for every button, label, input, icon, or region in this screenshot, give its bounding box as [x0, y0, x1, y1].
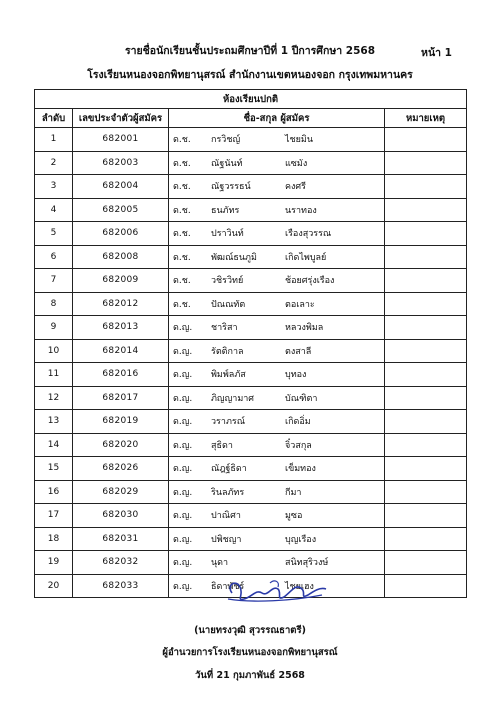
student-name-cell	[169, 316, 385, 340]
table-row	[35, 245, 467, 269]
table-row	[35, 551, 467, 575]
first-name: ปาณิศา	[211, 511, 241, 522]
first-name: ปพิชญา	[211, 534, 242, 545]
student-name-cell	[169, 175, 385, 199]
applicant-id: 682005	[73, 198, 169, 222]
first-name: กรวิชญ์	[211, 135, 241, 146]
signer-position: ผู้อำนวยการโรงเรียนหนองจอกพิทยานุสรณ์	[162, 647, 338, 658]
remark-cell	[385, 198, 467, 222]
table-row	[35, 222, 467, 246]
remark-cell	[385, 527, 467, 551]
remark-cell	[385, 480, 467, 504]
table-row	[35, 175, 467, 199]
last-name: ตงสาลี	[285, 346, 312, 357]
last-name: เกิดไพบูลย์	[285, 252, 327, 263]
remark-cell	[385, 386, 467, 410]
remark-cell	[385, 151, 467, 175]
row-number: 6	[35, 245, 73, 269]
last-name: ช้อยศรุ่งเรือง	[285, 276, 335, 287]
last-name: บุญเรือง	[285, 534, 317, 545]
signer-name: (นายทรงวุฒิ สุวรรณธาตรี)	[194, 625, 306, 636]
student-name-cell	[169, 245, 385, 269]
first-name: พัฒณ์ธนภูมิ	[211, 252, 257, 263]
applicant-id: 682029	[73, 480, 169, 504]
remark-cell	[385, 433, 467, 457]
last-name: กีมา	[285, 487, 302, 498]
row-number: 2	[35, 151, 73, 175]
row-number: 10	[35, 339, 73, 363]
school-subtitle: โรงเรียนหนองจอกพิทยานุสรณ์ สำนักงานเขตหนองจอก กรุงเทพมหานคร	[87, 69, 413, 81]
first-name: รินลภัทร	[211, 487, 245, 498]
name-prefix: ด.ช.	[173, 158, 191, 169]
table-row	[35, 128, 467, 152]
applicant-id: 682019	[73, 410, 169, 434]
table-row	[35, 410, 467, 434]
first-name: วราภรณ์	[211, 417, 246, 428]
applicant-id: 682001	[73, 128, 169, 152]
student-name-cell	[169, 363, 385, 387]
applicant-id: 682033	[73, 574, 169, 598]
student-name-cell	[169, 292, 385, 316]
first-name: สุธิดา	[211, 440, 233, 451]
row-number: 11	[35, 363, 73, 387]
remark-cell	[385, 457, 467, 481]
last-name: มูซอ	[285, 511, 303, 522]
handwritten-signature	[222, 575, 332, 609]
table-row	[35, 386, 467, 410]
student-name-cell	[169, 339, 385, 363]
remark-cell	[385, 245, 467, 269]
row-number: 4	[35, 198, 73, 222]
last-name: เข็มทอง	[285, 464, 316, 475]
column-header-no: ลำดับ	[35, 109, 73, 128]
row-number: 5	[35, 222, 73, 246]
document-title: รายชื่อนักเรียนชั้นประถมศึกษาปีที่ 1 ปีการศึกษา 2568	[124, 45, 376, 57]
remark-cell	[385, 269, 467, 293]
applicant-id: 682030	[73, 504, 169, 528]
name-prefix: ด.ญ.	[173, 440, 193, 451]
student-name-cell	[169, 410, 385, 434]
student-list-table	[34, 89, 467, 598]
remark-cell	[385, 339, 467, 363]
first-name: รัตติกาล	[211, 346, 244, 357]
student-name-cell	[169, 151, 385, 175]
first-name: ณัฎฐ์ธิดา	[211, 464, 247, 475]
row-number: 19	[35, 551, 73, 575]
first-name: นุดา	[211, 558, 229, 569]
remark-cell	[385, 574, 467, 598]
applicant-id: 682004	[73, 175, 169, 199]
name-prefix: ด.ญ.	[173, 581, 193, 592]
row-number: 17	[35, 504, 73, 528]
name-prefix: ด.ญ.	[173, 417, 193, 428]
last-name: บัณฑิตา	[285, 393, 318, 404]
row-number: 15	[35, 457, 73, 481]
table-row	[35, 269, 467, 293]
applicant-id: 682032	[73, 551, 169, 575]
table-row	[35, 151, 467, 175]
name-prefix: ด.ญ.	[173, 346, 193, 357]
name-prefix: ด.ช.	[173, 182, 191, 193]
row-number: 16	[35, 480, 73, 504]
applicant-id: 682009	[73, 269, 169, 293]
column-header-row	[35, 109, 467, 128]
applicant-id: 682031	[73, 527, 169, 551]
remark-cell	[385, 410, 467, 434]
table-row	[35, 527, 467, 551]
row-number: 18	[35, 527, 73, 551]
remark-cell	[385, 316, 467, 340]
first-name: ธนภัทร	[211, 205, 240, 216]
student-name-cell	[169, 504, 385, 528]
last-name: แซมัง	[285, 158, 308, 169]
table-row	[35, 363, 467, 387]
remark-cell	[385, 504, 467, 528]
last-name: จิ๋วสกุล	[285, 440, 312, 451]
applicant-id: 682012	[73, 292, 169, 316]
row-number: 7	[35, 269, 73, 293]
student-name-cell	[169, 386, 385, 410]
applicant-id: 682014	[73, 339, 169, 363]
student-name-cell	[169, 198, 385, 222]
student-name-cell	[169, 269, 385, 293]
last-name: สนิทสุริวงษ์	[285, 558, 329, 569]
name-prefix: ด.ช.	[173, 205, 191, 216]
student-name-cell	[169, 457, 385, 481]
table-row	[35, 433, 467, 457]
table-row	[35, 339, 467, 363]
last-name: ไชยมิน	[285, 135, 313, 146]
row-number: 12	[35, 386, 73, 410]
name-prefix: ด.ช.	[173, 135, 191, 146]
last-name: ตอเลาะ	[285, 299, 315, 310]
first-name: ณัฐวรรธน์	[211, 182, 251, 193]
first-name: ชาริสา	[211, 323, 238, 334]
last-name: หลวงพิมล	[285, 323, 324, 334]
table-row	[35, 504, 467, 528]
applicant-id: 682017	[73, 386, 169, 410]
remark-cell	[385, 222, 467, 246]
remark-cell	[385, 363, 467, 387]
page-number: หน้า 1	[421, 47, 452, 59]
first-name: ปัณณทัต	[211, 299, 246, 310]
row-number: 13	[35, 410, 73, 434]
name-prefix: ด.ช.	[173, 299, 191, 310]
name-prefix: ด.ช.	[173, 252, 191, 263]
column-header-name: ชื่อ-สกุล ผู้สมัคร	[169, 109, 385, 128]
applicant-id: 682006	[73, 222, 169, 246]
row-number: 3	[35, 175, 73, 199]
last-name: ไชยเฮง	[285, 581, 314, 592]
row-number: 8	[35, 292, 73, 316]
first-name: ณัฐนันท์	[211, 158, 243, 169]
table-row	[35, 480, 467, 504]
student-rows	[35, 128, 467, 598]
name-prefix: ด.ช.	[173, 276, 191, 287]
name-prefix: ด.ญ.	[173, 487, 193, 498]
first-name: ภิญญามาศ	[211, 393, 255, 404]
name-prefix: ด.ญ.	[173, 558, 193, 569]
table-row	[35, 292, 467, 316]
first-name: วชิรวิทย์	[211, 276, 244, 287]
applicant-id: 682026	[73, 457, 169, 481]
last-name: นราทอง	[285, 205, 317, 216]
applicant-id: 682020	[73, 433, 169, 457]
applicant-id: 682003	[73, 151, 169, 175]
name-prefix: ด.ช.	[173, 229, 191, 240]
last-name: เกิดอิ่ม	[285, 417, 311, 428]
applicant-id: 682008	[73, 245, 169, 269]
first-name: ธิดาพัชร์	[211, 581, 245, 592]
row-number: 9	[35, 316, 73, 340]
student-name-cell	[169, 527, 385, 551]
section-title-row	[35, 90, 467, 109]
name-prefix: ด.ญ.	[173, 534, 193, 545]
row-number: 20	[35, 574, 73, 598]
remark-cell	[385, 175, 467, 199]
column-header-id: เลขประจำตัวผู้สมัคร	[73, 109, 169, 128]
row-number: 1	[35, 128, 73, 152]
remark-cell	[385, 551, 467, 575]
name-prefix: ด.ญ.	[173, 393, 193, 404]
table-row	[35, 316, 467, 340]
table-row	[35, 198, 467, 222]
section-title: ห้องเรียนปกติ	[35, 90, 467, 109]
applicant-id: 682013	[73, 316, 169, 340]
remark-cell	[385, 292, 467, 316]
student-name-cell	[169, 222, 385, 246]
student-name-cell	[169, 433, 385, 457]
student-name-cell	[169, 480, 385, 504]
first-name: ปราวินท์	[211, 229, 244, 240]
last-name: เรืองสุวรรณ	[285, 229, 332, 240]
student-name-cell	[169, 551, 385, 575]
last-name: บุทอง	[285, 370, 307, 381]
column-header-remark: หมายเหตุ	[385, 109, 467, 128]
student-name-cell	[169, 128, 385, 152]
remark-cell	[385, 128, 467, 152]
applicant-id: 682016	[73, 363, 169, 387]
row-number: 14	[35, 433, 73, 457]
name-prefix: ด.ญ.	[173, 464, 193, 475]
first-name: พิมพ์ลภัส	[211, 370, 246, 381]
name-prefix: ด.ญ.	[173, 511, 193, 522]
name-prefix: ด.ญ.	[173, 323, 193, 334]
signature-date: วันที่ 21 กุมภาพันธ์ 2568	[195, 670, 305, 681]
name-prefix: ด.ญ.	[173, 370, 193, 381]
last-name: คงศรี	[285, 182, 306, 193]
table-row	[35, 457, 467, 481]
